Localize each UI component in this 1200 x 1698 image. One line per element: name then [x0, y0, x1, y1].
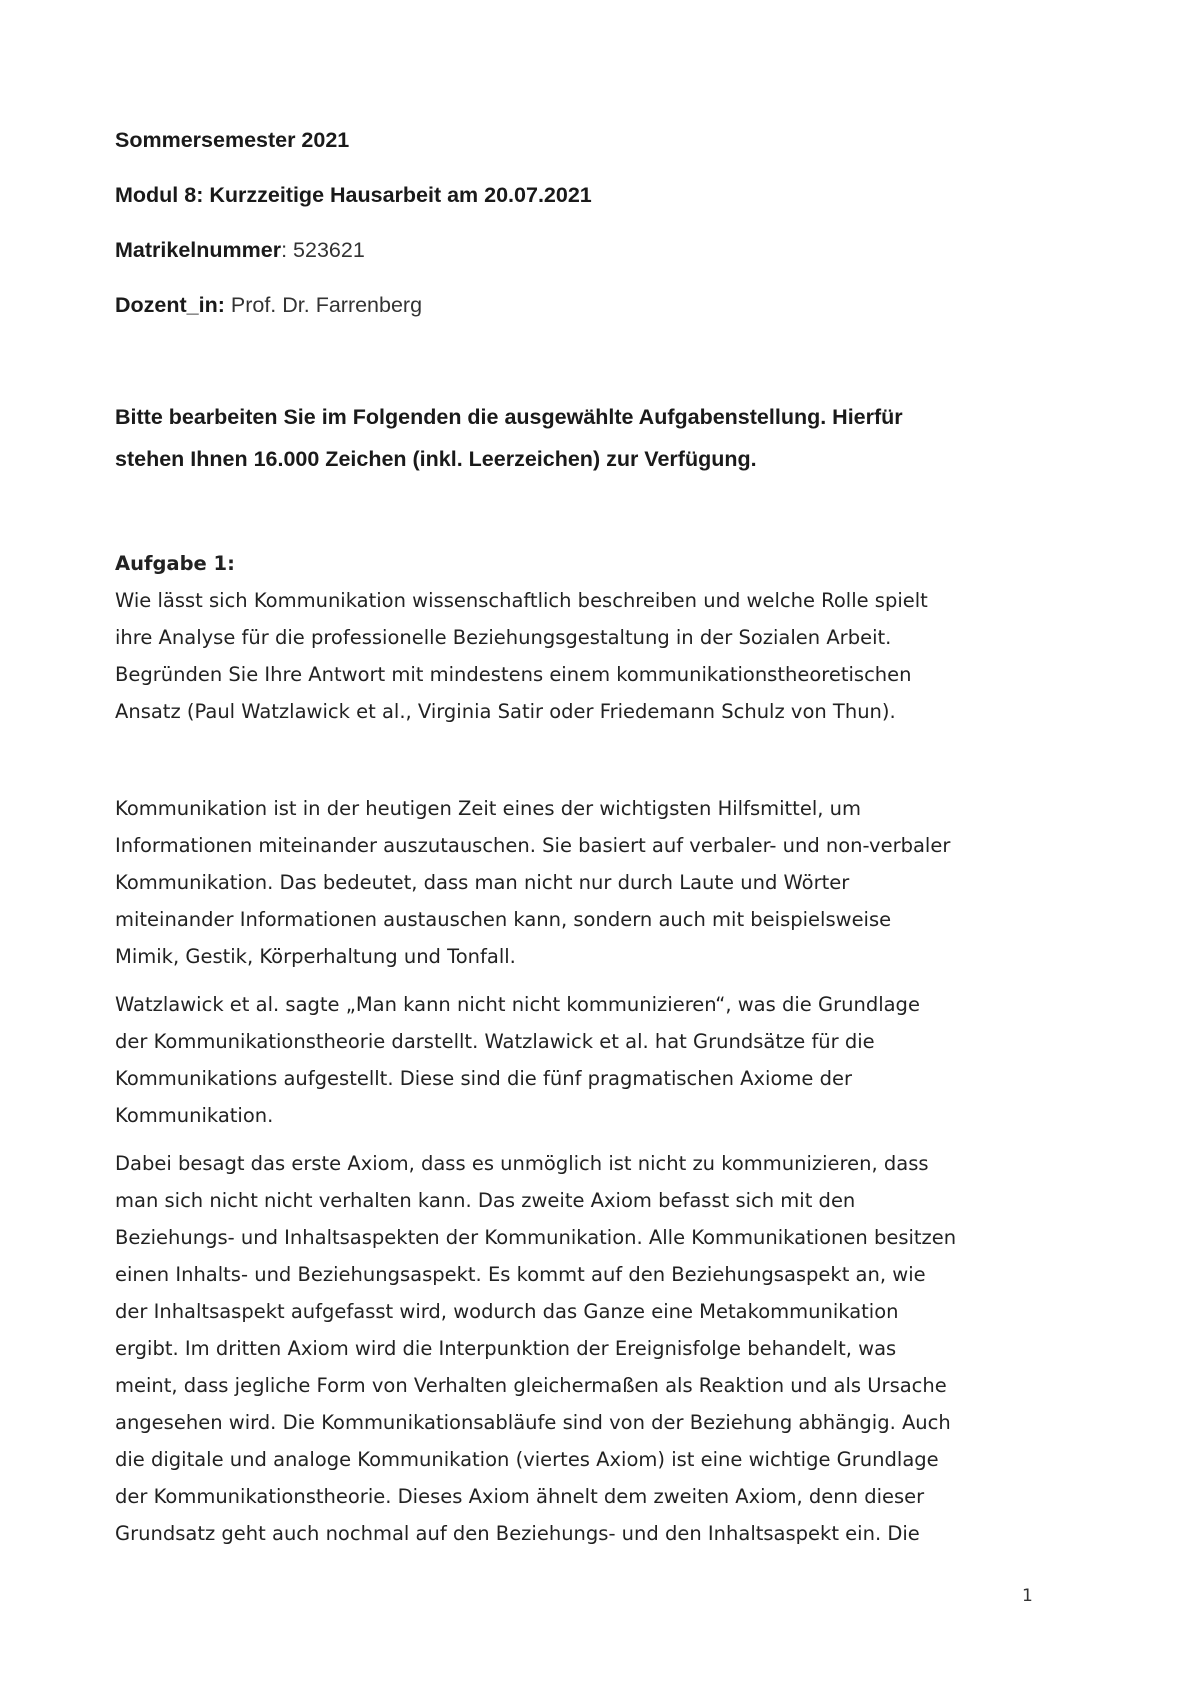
instructions: [115, 396, 1075, 480]
text-line: Kommunikation.: [115, 1104, 274, 1127]
text-line: die digitale und analoge Kommunikation (viertes Axiom) ist eine wichtige Grundlage: [115, 1448, 939, 1471]
paragraph: [115, 986, 1075, 1134]
task-line: Wie lässt sich Kommunikation wissenschaftlich beschreiben und welche Rolle spielt: [115, 589, 928, 612]
dozent-line: [115, 291, 1075, 346]
text-line: Watzlawick et al. sagte „Man kann nicht nicht kommunizieren“, was die Grundlage: [115, 993, 920, 1016]
paragraph: [115, 1145, 1075, 1552]
instructions-line: Bitte bearbeiten Sie im Folgenden die ausgewählte Aufgabenstellung. Hierfür: [115, 405, 903, 429]
module-line: [115, 181, 1075, 236]
document-header: [115, 126, 1075, 346]
text-line: Grundsatz geht auch nochmal auf den Beziehungs- und den Inhaltsaspekt ein. Die: [115, 1522, 920, 1545]
matrikel-label: Matrikelnummer: [115, 238, 282, 262]
text-line: Beziehungs- und Inhaltsaspekten der Kommunikation. Alle Kommunikationen besitzen: [115, 1226, 957, 1249]
text-line: Kommunikation ist in der heutigen Zeit eines der wichtigsten Hilfsmittel, um: [115, 797, 861, 820]
matrikel-value: : 523621: [281, 238, 365, 262]
text-line: der Kommunikationstheorie. Dieses Axiom ähnelt dem zweiten Axiom, denn dieser: [115, 1485, 925, 1508]
task-line: Begründen Sie Ihre Antwort mit mindestens einem kommunikationstheoretischen: [115, 663, 912, 686]
text-line: angesehen wird. Die Kommunikationsabläufe sind von der Beziehung abhängig. Auch: [115, 1411, 951, 1434]
text-line: einen Inhalts- und Beziehungsaspekt. Es kommt auf den Beziehungsaspekt an, wie: [115, 1263, 926, 1286]
text-line: der Kommunikationstheorie darstellt. Watzlawick et al. hat Grundsätze für die: [115, 1030, 875, 1053]
text-line: meint, dass jegliche Form von Verhalten gleichermaßen als Reaktion und als Ursache: [115, 1374, 947, 1397]
text-line: Kommunikations aufgestellt. Diese sind die fünf pragmatischen Axiome der: [115, 1067, 852, 1090]
text-line: ergibt. Im dritten Axiom wird die Interpunktion der Ereignisfolge behandelt, was: [115, 1337, 897, 1360]
text-line: Mimik, Gestik, Körperhaltung und Tonfall.: [115, 945, 516, 968]
task-heading: Aufgabe 1:: [115, 552, 235, 575]
text-line: der Inhaltsaspekt aufgefasst wird, wodurch das Ganze eine Metakommunikation: [115, 1300, 899, 1323]
dozent-label: Dozent_in:: [115, 293, 225, 317]
page-number: 1: [1022, 1586, 1033, 1606]
semester-text: Sommersemester 2021: [115, 128, 350, 152]
text-line: man sich nicht nicht verhalten kann. Das zweite Axiom befasst sich mit den: [115, 1189, 856, 1212]
text-line: Kommunikation. Das bedeutet, dass man nicht nur durch Laute und Wörter: [115, 871, 850, 894]
text-line: Informationen miteinander auszutauschen. Sie basiert auf verbaler- und non-verbaler: [115, 834, 951, 857]
text-line: miteinander Informationen austauschen kann, sondern auch mit beispielsweise: [115, 908, 892, 931]
task-line: ihre Analyse für die professionelle Beziehungsgestaltung in der Sozialen Arbeit.: [115, 626, 892, 649]
text-line: Dabei besagt das erste Axiom, dass es unmöglich ist nicht zu kommunizieren, dass: [115, 1152, 929, 1175]
semester-line: [115, 126, 1075, 181]
module-text: Modul 8: Kurzzeitige Hausarbeit am 20.07.2021: [115, 183, 592, 207]
dozent-value: Prof. Dr. Farrenberg: [224, 293, 423, 317]
task-question: [115, 582, 1075, 730]
matrikel-line: [115, 236, 1075, 291]
task-line: Ansatz (Paul Watzlawick et al., Virginia Satir oder Friedemann Schulz von Thun).: [115, 700, 896, 723]
paragraph: [115, 790, 1075, 975]
instructions-line: stehen Ihnen 16.000 Zeichen (inkl. Leerzeichen) zur Verfügung.: [115, 447, 757, 471]
answer-content: [115, 790, 1075, 1563]
